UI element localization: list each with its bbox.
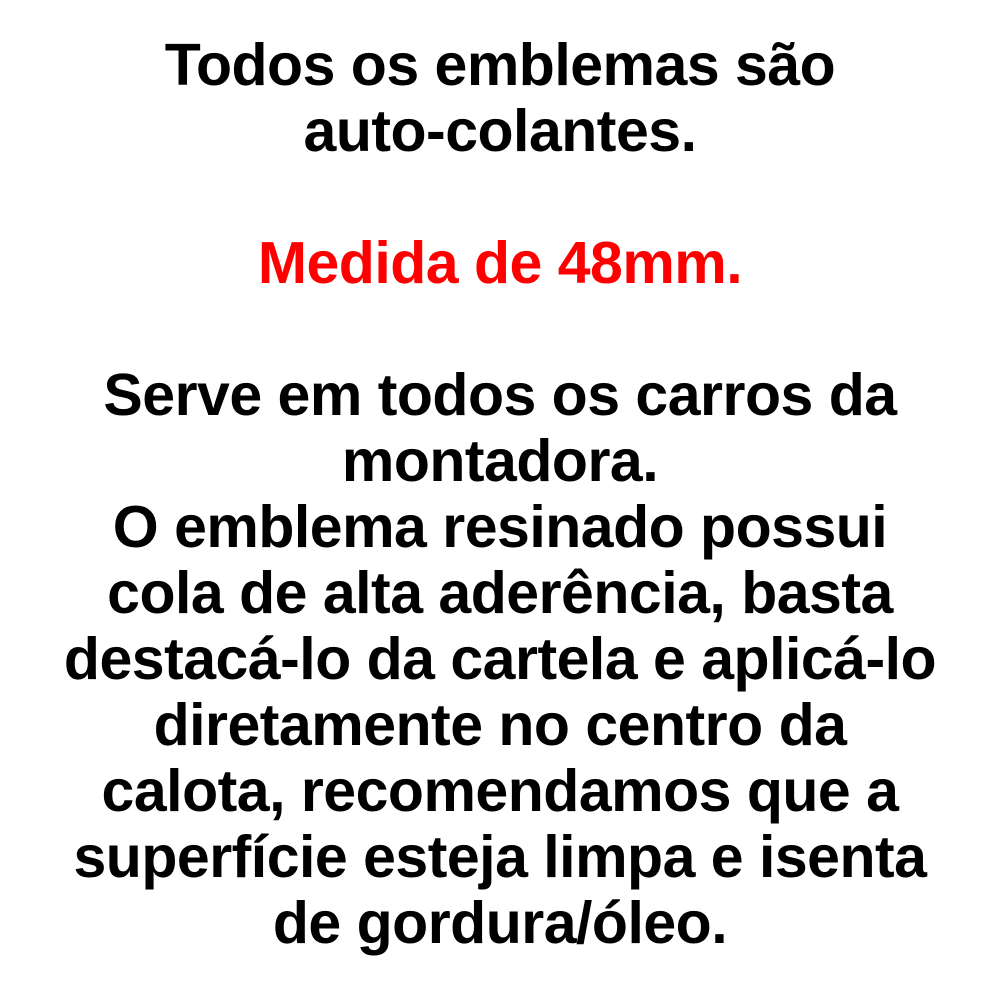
intro-section (0, 32, 1000, 164)
size-note-section (0, 230, 1000, 296)
details-line: calota, recomendamos que a (101, 758, 899, 824)
details-line: cola de alta aderência, basta (107, 560, 893, 626)
details-line: de gordura/óleo. (272, 890, 728, 956)
details-line: superfície esteja limpa e isenta (73, 824, 927, 890)
details-line: montadora. (341, 428, 659, 494)
details-line: Serve em todos os carros da (103, 362, 897, 428)
size-note-line: Medida de 48mm. (257, 230, 743, 296)
details-line: O emblema resinado possui (112, 494, 888, 560)
details-section (0, 362, 1000, 956)
intro-line: Todos os emblemas são (164, 32, 836, 98)
details-line: destacá-lo da cartela e aplicá-lo (63, 626, 937, 692)
details-line: diretamente no centro da (153, 692, 847, 758)
intro-line: auto-colantes. (303, 98, 697, 164)
